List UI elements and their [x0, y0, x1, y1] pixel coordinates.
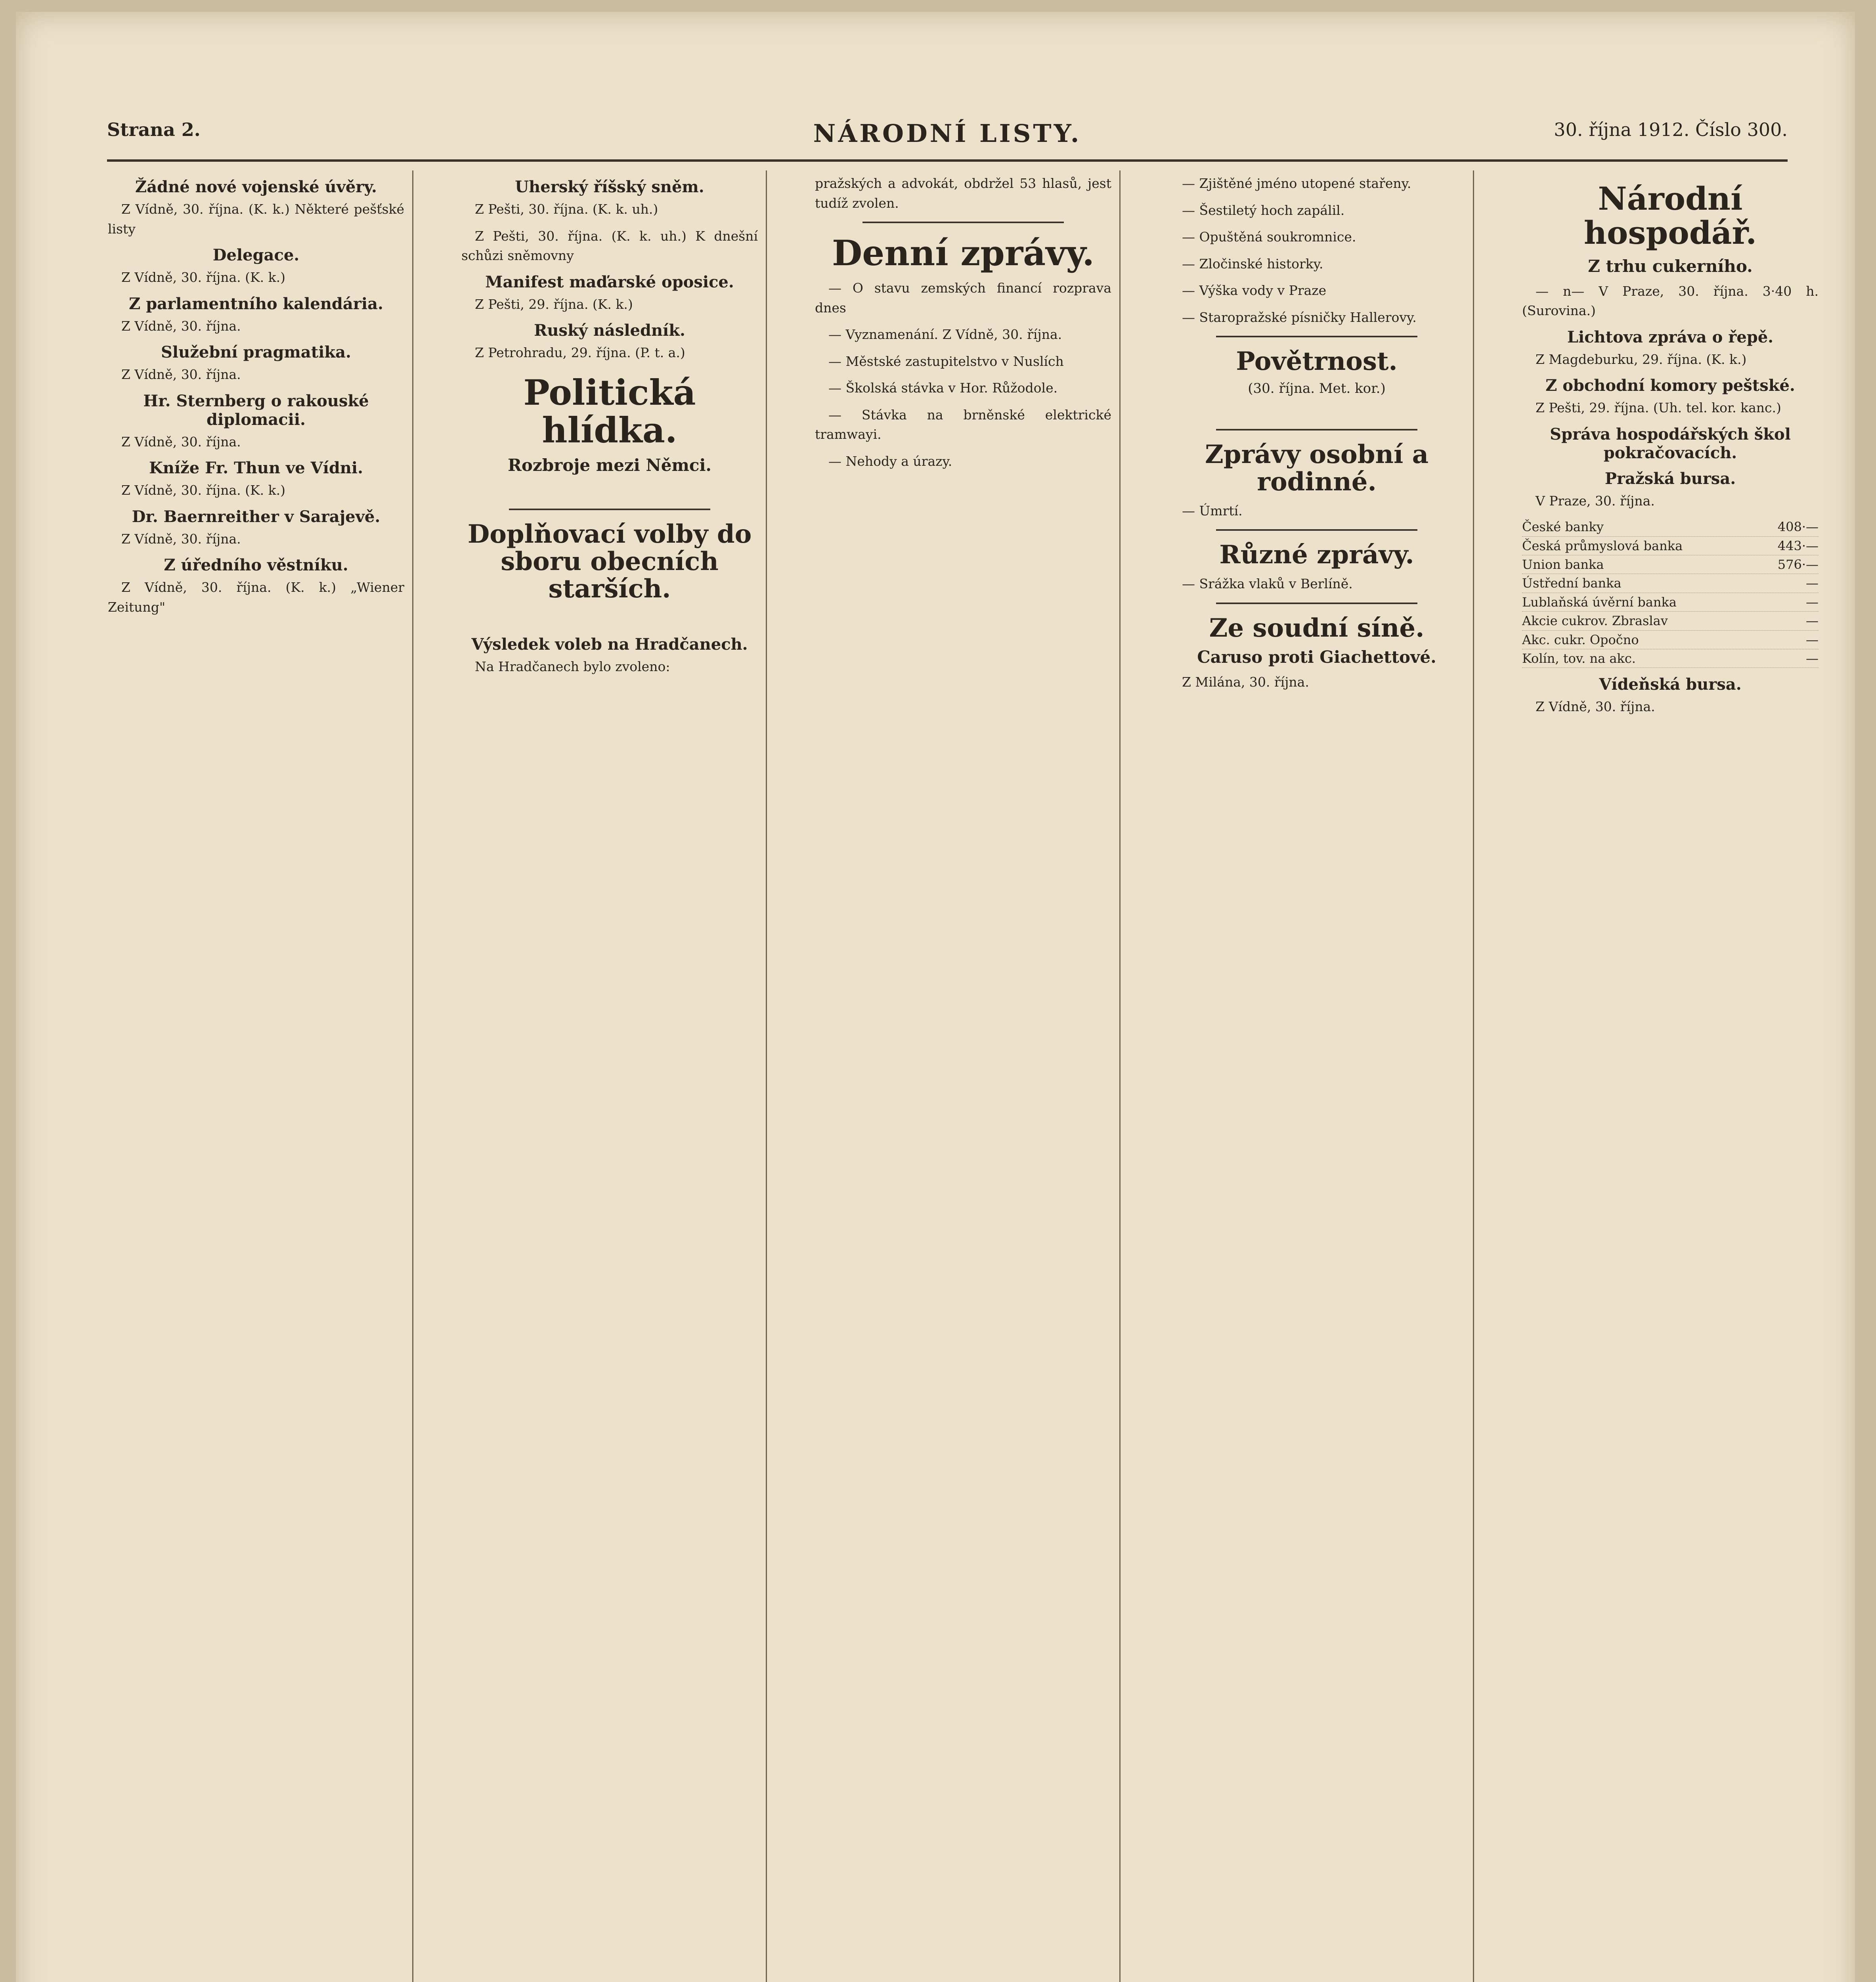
headline: Vídeňská bursa.	[1599, 675, 1742, 694]
headline: Z úředního věstníku.	[164, 556, 348, 574]
article-text: Z Pešti, 29. října. (Uh. tel. kor. kanc.)	[1536, 400, 1781, 416]
article-text: — Srážka vlaků v Berlíně.	[1182, 576, 1353, 592]
subheadline: Rozbroje mezi Němci.	[507, 455, 712, 475]
article-text: Z Vídně, 30. října. (K. k.) Některé pešťské listy	[108, 201, 404, 237]
article-text	[1168, 400, 1465, 420]
article-text: Z Pešti, 30. října. (K. k. uh.) K dnešní schůzi sněmovny	[461, 228, 758, 263]
article-text: V Praze, 30. října.	[1536, 493, 1655, 509]
newspaper-page	[16, 12, 1855, 1982]
article-text: — O stavu zemských financí rozprava dnes	[815, 280, 1111, 316]
section-title: Ze soudní síně.	[1209, 613, 1425, 643]
article-text: Z Milána, 30. října.	[1182, 674, 1309, 690]
table-row: České banky 408·—	[1522, 518, 1819, 536]
table-row: Akcie cukrov. Zbraslav —	[1522, 612, 1819, 630]
article-text: Z Vídně, 30. října.	[1536, 699, 1655, 715]
article-text: — Úmrtí.	[1182, 503, 1243, 518]
article-text: — Zločinské historky.	[1182, 256, 1323, 272]
column-divider	[1119, 170, 1121, 1982]
article-text: — Městské zastupitelstvo v Nuslích	[828, 353, 1064, 369]
article-text: — Staropražské písničky Hallerovy.	[1182, 309, 1417, 325]
table-row: Akc. cukr. Opočno —	[1522, 631, 1819, 649]
masthead-title: NÁRODNÍ LISTY.	[813, 119, 1082, 148]
table-row: Lublaňská úvěrní banka —	[1522, 593, 1819, 612]
article-text: Z Vídně, 30. října.	[121, 434, 241, 450]
article-text: — Zjištěné jméno utopené stařeny.	[1182, 176, 1411, 191]
table-row: Union banka 576·—	[1522, 555, 1819, 574]
headline: Ruský následník.	[534, 321, 685, 340]
headline: Manifest maďarské oposice.	[485, 272, 734, 291]
headline: Delegace.	[212, 246, 300, 264]
article-text: — Vyznamenání. Z Vídně, 30. října.	[828, 327, 1062, 342]
article-text: Z Vídně, 30. října. (K. k.)	[121, 482, 285, 498]
headline: Služební pragmatika.	[161, 343, 351, 362]
article-text: Z Vídně, 30. října. (K. k.)	[121, 270, 285, 285]
section-title: Povětrnost.	[1236, 346, 1398, 376]
column-divider	[412, 170, 413, 1982]
divider-rule	[1216, 603, 1417, 604]
divider-rule	[862, 222, 1064, 223]
headline: Lichtova zpráva o řepě.	[1567, 327, 1774, 346]
article-text: — Opuštěná soukromnice.	[1182, 229, 1356, 245]
section-title: Doplňovací volby do sboru obecních starších.	[467, 519, 752, 604]
article-text: — Šestiletý hoch zapálil.	[1182, 202, 1345, 218]
section-title: Různé zprávy.	[1219, 540, 1414, 570]
section-title: Zprávy osobní a rodinné.	[1205, 439, 1429, 497]
divider-rule	[1216, 336, 1417, 337]
section-title: Politická hlídka.	[523, 371, 696, 451]
column-divider	[766, 170, 767, 1982]
article-text: Z Vídně, 30. října.	[121, 531, 241, 547]
issue-dateline: 30. října 1912. Číslo 300.	[1554, 119, 1788, 140]
headline: Uherský říšský sněm.	[515, 178, 704, 196]
article-text	[461, 608, 758, 628]
article-text: Z Petrohradu, 29. října. (P. t. a.)	[475, 345, 685, 360]
page-header	[107, 119, 1788, 163]
table-row: Kolín, tov. na akc. —	[1522, 649, 1819, 668]
headline: Žádné nové vojenské úvěry.	[135, 178, 377, 196]
headline: Dr. Baernreither v Sarajevě.	[132, 507, 381, 526]
article-text: — Výška vody v Praze	[1182, 283, 1327, 298]
headline: Správa hospodářských škol pokračovacích.	[1550, 425, 1791, 462]
article-text: Z Vídně, 30. října.	[121, 318, 241, 334]
divider-rule	[509, 509, 710, 510]
page-label: Strana 2.	[107, 119, 201, 140]
article-text: Z Pešti, 29. října. (K. k.)	[475, 296, 633, 312]
report-dateline: (30. října. Met. kor.)	[1248, 381, 1386, 397]
subheadline: Caruso proti Giachettové.	[1197, 647, 1436, 667]
bursa-quotes-table	[1522, 518, 1819, 668]
header-divider	[107, 159, 1788, 162]
table-row: Ústřední banka —	[1522, 574, 1819, 593]
article-text: Z Magdeburku, 29. října. (K. k.)	[1536, 351, 1747, 367]
article-text: — Nehody a úrazy.	[828, 453, 952, 469]
subheadline: Z trhu cukerního.	[1588, 256, 1753, 276]
column-2	[461, 170, 758, 1982]
article-text: Z Vídně, 30. října. (K. k.) „Wiener Zeitung"	[108, 580, 404, 615]
article-text	[461, 480, 758, 500]
divider-rule	[1216, 429, 1417, 430]
headline: Z obchodní komory peštské.	[1545, 376, 1795, 395]
column-3	[815, 170, 1111, 1982]
article-text: Z Vídně, 30. října.	[121, 367, 241, 382]
column-4	[1168, 170, 1465, 1982]
section-title: Denní zprávy.	[832, 232, 1095, 274]
article-text: — Školská stávka v Hor. Růžodole.	[828, 380, 1058, 396]
column-1	[108, 170, 404, 1982]
column-5	[1522, 170, 1819, 1982]
headline: Z parlamentního kalendária.	[129, 294, 383, 313]
headline: Pražská bursa.	[1604, 469, 1736, 488]
article-text: — n— V Praze, 30. října. 3·40 h. (Surovina.)	[1522, 283, 1819, 319]
divider-rule	[1216, 529, 1417, 531]
headline: Hr. Sternberg o rakouské diplomacii.	[143, 391, 369, 429]
article-text: Z Pešti, 30. října. (K. k. uh.)	[475, 201, 658, 217]
article-text: pražských a advokát, obdržel 53 hlasů, jest tudíž zvolen.	[815, 176, 1111, 211]
table-row: Česká průmyslová banka 443·—	[1522, 537, 1819, 555]
column-divider	[1473, 170, 1474, 1982]
article-text: — Stávka na brněnské elektrické tramwayi.	[815, 407, 1111, 442]
article-text: Na Hradčanech bylo zvoleno:	[475, 658, 670, 674]
headline: Výsledek voleb na Hradčanech.	[471, 635, 748, 654]
headline: Kníže Fr. Thun ve Vídni.	[149, 459, 363, 477]
section-title: Národní hospodář.	[1583, 180, 1757, 252]
